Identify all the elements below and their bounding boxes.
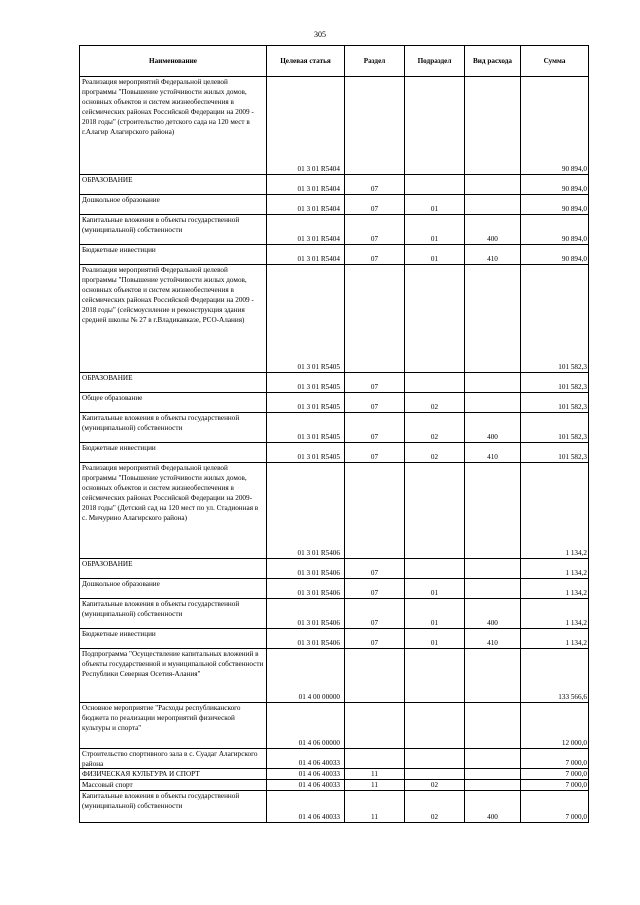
cell-section: 07 bbox=[345, 629, 405, 649]
cell-expense-type: 410 bbox=[465, 443, 521, 463]
table-row bbox=[80, 175, 589, 195]
cell-name bbox=[80, 749, 267, 769]
row-name-text: Дошкольное образование bbox=[82, 580, 160, 588]
cell-amount: 7 000,0 bbox=[521, 769, 589, 780]
table-row bbox=[80, 373, 589, 393]
cell-amount: 1 134,2 bbox=[521, 599, 589, 629]
cell-subsection bbox=[405, 463, 465, 559]
table-row bbox=[80, 443, 589, 463]
row-name-text: Бюджетные инвестиции bbox=[82, 444, 156, 452]
cell-section: 07 bbox=[345, 599, 405, 629]
cell-expense-type bbox=[465, 749, 521, 769]
cell-expense-type: 400 bbox=[465, 791, 521, 823]
cell-subsection: 01 bbox=[405, 215, 465, 245]
cell-amount: 7 000,0 bbox=[521, 780, 589, 791]
cell-amount: 101 582,3 bbox=[521, 265, 589, 373]
cell-expense-type bbox=[465, 559, 521, 579]
cell-target: 01 4 06 40033 bbox=[267, 780, 345, 791]
row-name-text: Бюджетные инвестиции bbox=[82, 246, 156, 254]
table-row bbox=[80, 463, 589, 559]
cell-name bbox=[80, 413, 267, 443]
cell-target: 01 3 01 R5406 bbox=[267, 463, 345, 559]
cell-section: 11 bbox=[345, 780, 405, 791]
cell-expense-type: 410 bbox=[465, 245, 521, 265]
cell-expense-type: 400 bbox=[465, 215, 521, 245]
cell-section: 11 bbox=[345, 769, 405, 780]
cell-subsection: 02 bbox=[405, 780, 465, 791]
cell-expense-type bbox=[465, 175, 521, 195]
cell-target: 01 3 01 R5405 bbox=[267, 373, 345, 393]
cell-name bbox=[80, 443, 267, 463]
cell-target: 01 3 01 R5406 bbox=[267, 629, 345, 649]
cell-name bbox=[80, 245, 267, 265]
cell-section bbox=[345, 749, 405, 769]
row-name-text: Капитальные вложения в объекты государственной (муниципальной) собственности bbox=[82, 414, 240, 432]
cell-name bbox=[80, 629, 267, 649]
cell-name bbox=[80, 791, 267, 823]
cell-subsection bbox=[405, 649, 465, 703]
cell-subsection: 01 bbox=[405, 195, 465, 215]
cell-subsection bbox=[405, 749, 465, 769]
cell-expense-type bbox=[465, 780, 521, 791]
cell-name bbox=[80, 769, 267, 780]
cell-name bbox=[80, 175, 267, 195]
cell-target: 01 3 01 R5406 bbox=[267, 559, 345, 579]
table-row bbox=[80, 791, 589, 823]
table-row bbox=[80, 579, 589, 599]
table-row bbox=[80, 245, 589, 265]
cell-name bbox=[80, 703, 267, 749]
cell-section: 11 bbox=[345, 791, 405, 823]
cell-target: 01 3 01 R5405 bbox=[267, 393, 345, 413]
row-name-text: Реализация мероприятий Федеральной целевой программы "Повышение устойчивости жилых домов, основных объектов и систем жизнеобеспечения в сейсмических районах Российской Федерации на 2009-2018 годы" (Детский сад на 120 мест по ул. Стадионная в с. Мичурино Алагирского района) bbox=[82, 464, 259, 522]
cell-target: 01 4 06 40033 bbox=[267, 749, 345, 769]
cell-target: 01 3 01 R5404 bbox=[267, 175, 345, 195]
cell-amount: 90 894,0 bbox=[521, 175, 589, 195]
cell-name bbox=[80, 393, 267, 413]
row-name-text: ОБРАЗОВАНИЕ bbox=[82, 374, 133, 382]
cell-section: 07 bbox=[345, 413, 405, 443]
cell-target: 01 3 01 R5406 bbox=[267, 579, 345, 599]
cell-amount: 133 566,6 bbox=[521, 649, 589, 703]
cell-section bbox=[345, 649, 405, 703]
table-row bbox=[80, 749, 589, 769]
cell-name bbox=[80, 780, 267, 791]
table-row bbox=[80, 215, 589, 245]
row-name-text: Подпрограмма "Осуществление капитальных вложений в объекты государственной и муниципальной собственности Республики Северная Осетия-Алания" bbox=[82, 650, 264, 678]
cell-subsection: 02 bbox=[405, 443, 465, 463]
cell-subsection bbox=[405, 769, 465, 780]
table-row bbox=[80, 413, 589, 443]
cell-name bbox=[80, 463, 267, 559]
table-header-row bbox=[80, 46, 589, 77]
cell-amount: 90 894,0 bbox=[521, 215, 589, 245]
cell-target: 01 4 00 00000 bbox=[267, 649, 345, 703]
cell-section: 07 bbox=[345, 175, 405, 195]
cell-amount: 101 582,3 bbox=[521, 373, 589, 393]
cell-name bbox=[80, 215, 267, 245]
cell-amount: 90 894,0 bbox=[521, 77, 589, 175]
cell-subsection bbox=[405, 265, 465, 373]
cell-amount: 1 134,2 bbox=[521, 463, 589, 559]
cell-target: 01 4 06 00000 bbox=[267, 703, 345, 749]
cell-name bbox=[80, 599, 267, 629]
cell-name bbox=[80, 579, 267, 599]
cell-expense-type bbox=[465, 579, 521, 599]
table-row bbox=[80, 559, 589, 579]
row-name-text: Капитальные вложения в объекты государственной (муниципальной) собственности bbox=[82, 792, 240, 810]
cell-expense-type bbox=[465, 649, 521, 703]
table-row bbox=[80, 780, 589, 791]
cell-expense-type bbox=[465, 703, 521, 749]
cell-expense-type bbox=[465, 769, 521, 780]
row-name-text: Реализация мероприятий Федеральной целевой программы "Повышение устойчивости жилых домов, основных объектов и систем жизнеобеспечения в сейсмических районах Российской Федерации на 2009 - 2018 годы" (сейсмоусиление и реконструкция здания средней школы № 27 в г.Владикавказе, РСО-Алания) bbox=[82, 266, 254, 324]
table-row bbox=[80, 195, 589, 215]
cell-amount: 1 134,2 bbox=[521, 579, 589, 599]
header-expense-type: Вид расхода bbox=[465, 46, 521, 77]
header-target: Целевая статья bbox=[267, 46, 345, 77]
cell-amount: 90 894,0 bbox=[521, 245, 589, 265]
row-name-text: ОБРАЗОВАНИЕ bbox=[82, 560, 133, 568]
cell-section: 07 bbox=[345, 373, 405, 393]
table-row bbox=[80, 703, 589, 749]
cell-section: 07 bbox=[345, 559, 405, 579]
budget-table bbox=[79, 45, 589, 823]
cell-name bbox=[80, 373, 267, 393]
row-name-text: Капитальные вложения в объекты государственной (муниципальной) собственности bbox=[82, 216, 240, 234]
cell-expense-type: 400 bbox=[465, 413, 521, 443]
cell-amount: 101 582,3 bbox=[521, 443, 589, 463]
cell-section bbox=[345, 265, 405, 373]
table-row bbox=[80, 629, 589, 649]
cell-subsection: 02 bbox=[405, 791, 465, 823]
cell-name bbox=[80, 649, 267, 703]
cell-amount: 7 000,0 bbox=[521, 749, 589, 769]
cell-amount: 101 582,3 bbox=[521, 393, 589, 413]
cell-amount: 90 894,0 bbox=[521, 195, 589, 215]
cell-section: 07 bbox=[345, 245, 405, 265]
row-name-text: Общее образование bbox=[82, 394, 143, 402]
cell-subsection bbox=[405, 77, 465, 175]
cell-expense-type bbox=[465, 373, 521, 393]
cell-target: 01 3 01 R5404 bbox=[267, 215, 345, 245]
row-name-text: Капитальные вложения в объекты государственной (муниципальной) собственности bbox=[82, 600, 240, 618]
table-body bbox=[80, 77, 589, 823]
cell-target: 01 3 01 R5404 bbox=[267, 195, 345, 215]
cell-expense-type bbox=[465, 393, 521, 413]
row-name-text: Дошкольное образование bbox=[82, 196, 160, 204]
row-name-text: Основное мероприятие "Расходы республиканского бюджета по реализации мероприятий физической культуры и спорта" bbox=[82, 704, 241, 732]
header-section: Раздел bbox=[345, 46, 405, 77]
cell-subsection: 02 bbox=[405, 393, 465, 413]
cell-target: 01 4 06 40033 bbox=[267, 791, 345, 823]
cell-section bbox=[345, 703, 405, 749]
cell-section: 07 bbox=[345, 393, 405, 413]
cell-section: 07 bbox=[345, 215, 405, 245]
header-name: Наименование bbox=[80, 46, 267, 77]
cell-target: 01 3 01 R5405 bbox=[267, 443, 345, 463]
cell-subsection bbox=[405, 175, 465, 195]
table-row bbox=[80, 599, 589, 629]
cell-section: 07 bbox=[345, 579, 405, 599]
cell-target: 01 3 01 R5404 bbox=[267, 245, 345, 265]
row-name-text: Бюджетные инвестиции bbox=[82, 630, 156, 638]
cell-target: 01 4 06 40033 bbox=[267, 769, 345, 780]
header-subsection: Подраздел bbox=[405, 46, 465, 77]
cell-subsection bbox=[405, 559, 465, 579]
cell-section bbox=[345, 463, 405, 559]
cell-subsection: 01 bbox=[405, 629, 465, 649]
header-amount: Сумма bbox=[521, 46, 589, 77]
table-row bbox=[80, 77, 589, 175]
row-name-text: Реализация мероприятий Федеральной целевой программы "Повышение устойчивости жилых домов, основных объектов и систем жизнеобеспечения в сейсмических районах Российской Федерации на 2009 - 2018 годы" (строительство детского сада на 120 мест в г.Алагир Алагирского района) bbox=[82, 78, 254, 136]
cell-name bbox=[80, 195, 267, 215]
cell-subsection bbox=[405, 703, 465, 749]
cell-name bbox=[80, 77, 267, 175]
cell-subsection: 01 bbox=[405, 579, 465, 599]
cell-amount: 101 582,3 bbox=[521, 413, 589, 443]
cell-target: 01 3 01 R5405 bbox=[267, 413, 345, 443]
cell-subsection: 02 bbox=[405, 413, 465, 443]
table-row bbox=[80, 649, 589, 703]
row-name-text: ФИЗИЧЕСКАЯ КУЛЬТУРА И СПОРТ bbox=[82, 770, 200, 778]
cell-amount: 12 000,0 bbox=[521, 703, 589, 749]
cell-expense-type bbox=[465, 77, 521, 175]
cell-target: 01 3 01 R5405 bbox=[267, 265, 345, 373]
cell-expense-type: 410 bbox=[465, 629, 521, 649]
cell-name bbox=[80, 265, 267, 373]
table-row bbox=[80, 393, 589, 413]
cell-amount: 7 000,0 bbox=[521, 791, 589, 823]
cell-expense-type: 400 bbox=[465, 599, 521, 629]
table-row bbox=[80, 265, 589, 373]
cell-name bbox=[80, 559, 267, 579]
cell-section: 07 bbox=[345, 195, 405, 215]
row-name-text: Строительство спортивного зала в с. Суадаг Алагирского района bbox=[82, 750, 258, 768]
cell-expense-type bbox=[465, 265, 521, 373]
cell-section: 07 bbox=[345, 443, 405, 463]
cell-expense-type bbox=[465, 195, 521, 215]
row-name-text: Массовый спорт bbox=[82, 781, 133, 789]
cell-subsection: 01 bbox=[405, 599, 465, 629]
page-number: 305 bbox=[314, 30, 326, 39]
table-row bbox=[80, 769, 589, 780]
cell-amount: 1 134,2 bbox=[521, 559, 589, 579]
cell-target: 01 3 01 R5404 bbox=[267, 77, 345, 175]
cell-amount: 1 134,2 bbox=[521, 629, 589, 649]
row-name-text: ОБРАЗОВАНИЕ bbox=[82, 176, 133, 184]
cell-subsection bbox=[405, 373, 465, 393]
cell-section bbox=[345, 77, 405, 175]
cell-target: 01 3 01 R5406 bbox=[267, 599, 345, 629]
cell-expense-type bbox=[465, 463, 521, 559]
cell-subsection: 01 bbox=[405, 245, 465, 265]
